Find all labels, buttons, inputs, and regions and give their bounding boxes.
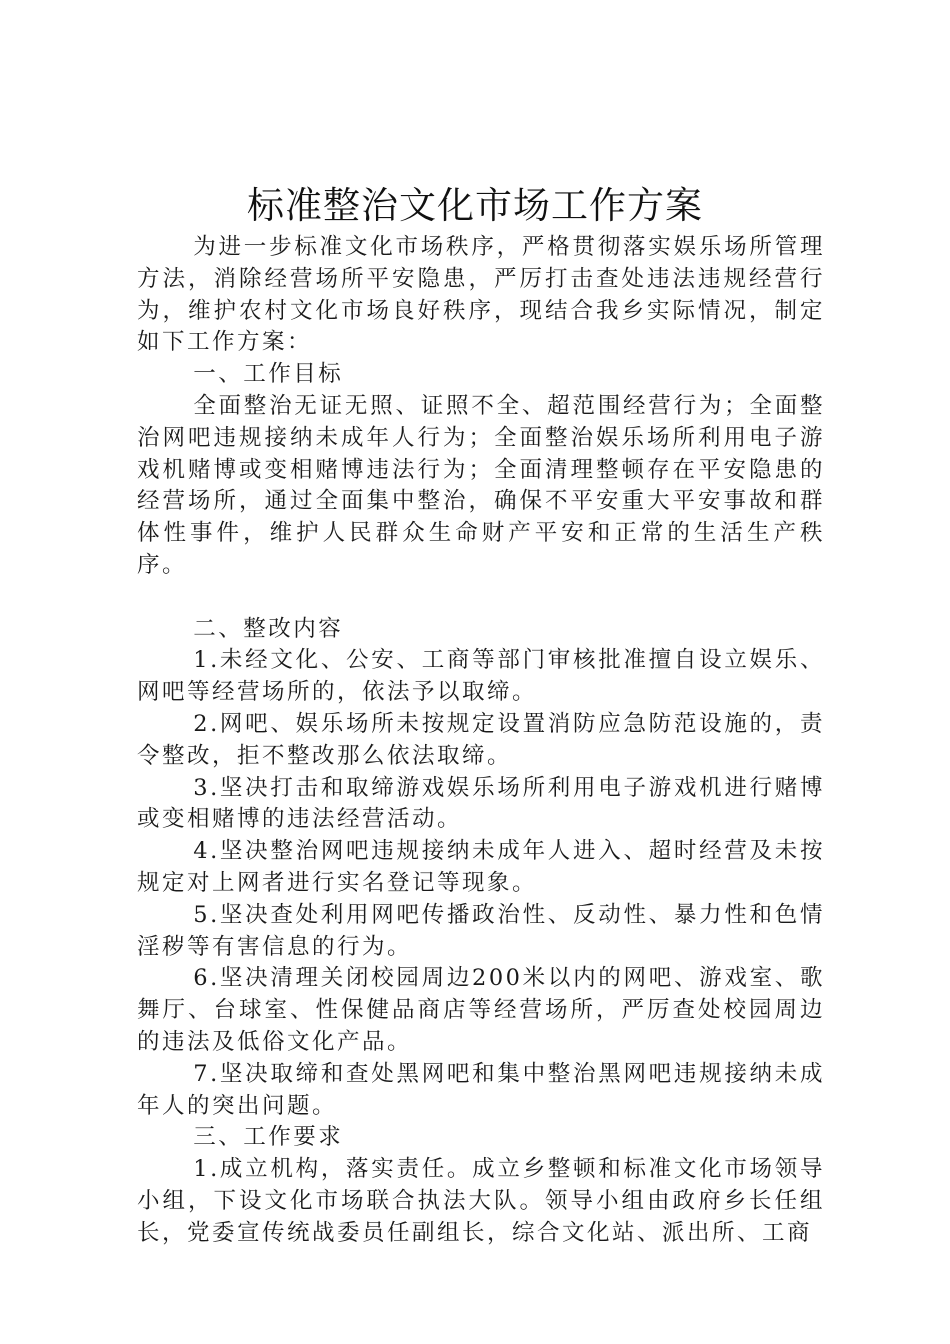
rectification-item: 6.坚决清理关闭校园周边200米以内的网吧、游戏室、歌舞厅、台球室、性保健品商店等经营场所，严厉查处校园周边的违法及低俗文化产品。 — [137, 965, 825, 1055]
goals-paragraph: 全面整治无证无照、证照不全、超范围经营行为；全面整治网吧违规接纳未成年人行为；全面整治娱乐场所利用电子游戏机赌博或变相赌博违法行为；全面清理整顿存在平安隐患的经营场所，通过全面集中整治，确保不平安重大平安事故和群体性事件，维护人民群众生命财产平安和正常的生活生产秩序。 — [137, 392, 825, 578]
document-body — [137, 232, 825, 1250]
section-heading-goals: 一、工作目标 — [193, 361, 344, 388]
document-title: 标准整治文化市场工作方案 — [247, 184, 703, 227]
section-heading-requirements: 三、工作要求 — [193, 1124, 344, 1151]
rectification-item: 2.网吧、娱乐场所未按规定设置消防应急防范设施的，责令整改，拒不整改那么依法取缔。 — [137, 710, 825, 769]
rectification-item: 4.坚决整治网吧违规接纳未成年人进入、超时经营及未按规定对上网者进行实名登记等现象。 — [137, 838, 825, 896]
rectification-item: 5.坚决查处利用网吧传播政治性、反动性、暴力性和色情淫秽等有害信息的行为。 — [137, 901, 825, 960]
blank-line — [137, 582, 825, 614]
requirements-item: 1.成立机构，落实责任。成立乡整顿和标准文化市场领导小组，下设文化市场联合执法大队。领导小组由政府乡长任组长，党委宣传统战委员任副组长，综合文化站、派出所、工商 — [137, 1156, 825, 1246]
intro-paragraph: 为进一步标准文化市场秩序，严格贯彻落实娱乐场所管理方法，消除经营场所平安隐患，严厉打击查处违法违规经营行为，维护农村文化市场良好秩序，现结合我乡实际情况，制定如下工作方案： — [137, 234, 825, 356]
rectification-item: 1.未经文化、公安、工商等部门审核批准擅自设立娱乐、网吧等经营场所的，依法予以取缔。 — [137, 647, 825, 706]
section-heading-rectification: 二、整改内容 — [193, 615, 344, 642]
rectification-item: 7.坚决取缔和查处黑网吧和集中整治黑网吧违规接纳未成年人的突出问题。 — [137, 1060, 825, 1119]
rectification-item: 3.坚决打击和取缔游戏娱乐场所利用电子游戏机进行赌博或变相赌博的违法经营活动。 — [137, 774, 825, 833]
